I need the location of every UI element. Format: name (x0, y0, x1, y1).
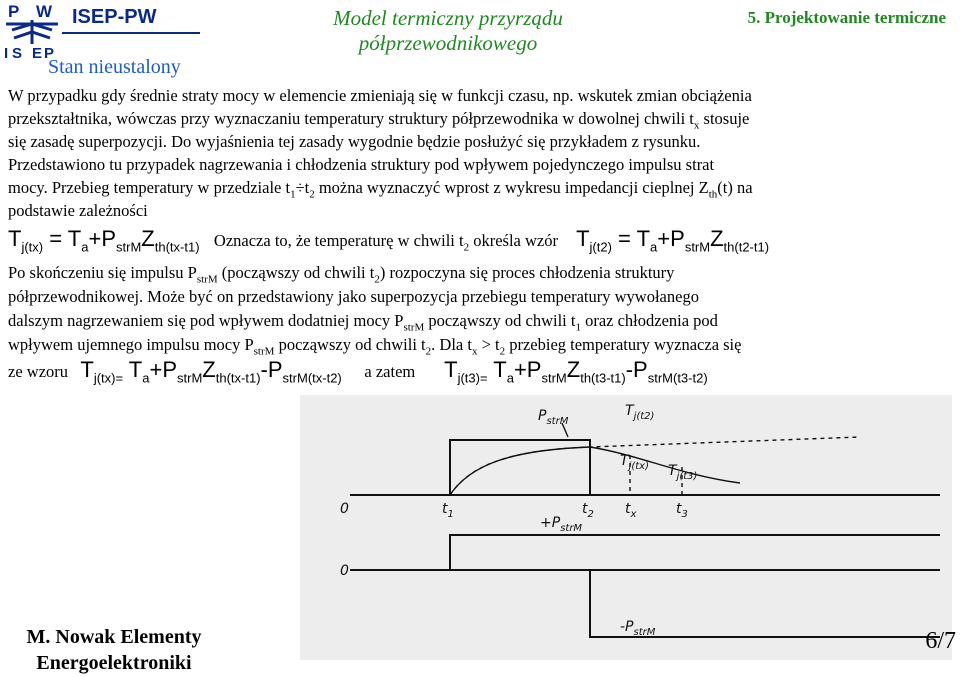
label-t2: $t_2$ (582, 501, 594, 520)
equation-tj-t2: $T_{j(t2)} = T_a+P_{strM}Z_{th(t2-t1)}$ (576, 226, 770, 255)
superposition-figure (300, 395, 952, 660)
equation-line: ze wzoru $T_{j(tx)=}$ $T_a+P_{strM}Z_{th(tx-t1)}-P_{strM(tx-t2)}$ a zatem $T_{j(t3)=}$ $T_a+P_{strM}Z_{th(t3-t1)}-P_{strM(t3-t2)}$ (8, 357, 708, 386)
logo-letter-p2: P (44, 45, 55, 60)
paragraph-line: Po skończeniu się impulsu $P_{strM}$ (począwszy od chwili $t_2$) rozpoczyna się proces chłodzenia struktury (8, 263, 675, 286)
label-tj-t3: $T_{j(t3)}$ (668, 463, 698, 482)
section-heading: Stan nieustalony (48, 56, 181, 78)
equation-tj-tx-cooling: $T_{j(tx)=}$ $T_a+P_{strM}Z_{th(tx-t1)}-P_{strM(tx-t2)}$ (80, 357, 342, 386)
label-t1: $t_1$ (442, 501, 454, 520)
equation-tj-tx: $T_{j(tx)} = T_a+P_{strM}Z_{th(tx-t1)}$ (8, 226, 200, 255)
label-zero-top: 0 (340, 501, 349, 517)
paragraph-line: W przypadku gdy średnie straty mocy w elemencie zmieniają się w funkcji czasu, np. wskutek zmian obciążenia (8, 86, 752, 105)
logo-letter-w: W (36, 2, 53, 21)
logo-letter-i: I (4, 45, 9, 60)
label-tj-tx: $T_{j(tx)}$ (620, 453, 649, 472)
label-pstrm-top: $P_{strM}$ (538, 408, 569, 427)
logo-text: ISEP-PW (72, 6, 157, 28)
label-tx: $t_x$ (625, 501, 637, 520)
label-plus-pstrm: $+P_{strM}$ (540, 515, 583, 534)
label-minus-pstrm: $-P_{strM}$ (620, 619, 656, 638)
footer-author: M. Nowak Elementy Energoelektroniki (26, 626, 202, 674)
logo-letter-e: E (32, 45, 43, 60)
section-label: 5. Projektowanie termiczne (747, 8, 946, 27)
label-tj-t2: $T_{j(t2)}$ (625, 403, 655, 422)
page-number: 6/7 (925, 628, 956, 654)
isep-pw-logo (2, 0, 62, 60)
paragraph-line: mocy. Przebieg temperatury w przedziale $t_1\div t_2$ można wyznaczyć wprost z wykresu impedancji cieplnej $Z_{th}(t)$ na (8, 178, 753, 201)
equation-tj-t3: $T_{j(t3)=}$ $T_a+P_{strM}Z_{th(t3-t1)}-P_{strM(t3-t2)}$ (444, 357, 708, 386)
label-zero-bottom: 0 (340, 563, 349, 579)
paragraph-line: dalszym nagrzewaniem się pod wpływem dodatniej mocy $P_{strM}$ począwszy od chwili $t_1$ oraz chłodzenia pod (8, 311, 718, 334)
paragraph-line: przekształtnika, wówczas przy wyznaczaniu temperatury struktury półprzewodnika w dowolnej chwili $t_x$ stosuje (8, 109, 750, 132)
label-t3: $t_3$ (676, 501, 688, 520)
equation-line: $T_{j(tx)} = T_a+P_{strM}Z_{th(tx-t1)}$ Oznacza to, że temperaturę w chwili $t_2$ określa wzór $T_{j(t2)} = T_a+P_{strM}Z_{th(t2-t1)}$ (8, 226, 770, 255)
logo-underline (62, 32, 200, 34)
paragraph-line: półprzewodnikowej. Może być on przedstawiony jako superpozycja przebiegu temperatury wywołanego (8, 287, 699, 306)
logo-letter-s: S (12, 45, 23, 60)
paragraph-line: wpływem ujemnego impulsu mocy $P_{strM}$ począwszy od chwili $t_2$. Dla $t_x > t_2$ przebieg temperatury wyznacza się (8, 335, 742, 358)
logo-letter-p: P (8, 2, 20, 21)
slide-title: Model termiczny przyrządu półprzewodnikowego (333, 6, 563, 55)
paragraph-line: się zasadę superpozycji. Do wyjaśnienia tej zasady wygodnie będzie posłużyć się przykładem z rysunku. (8, 132, 701, 151)
paragraph-line: podstawie zależności (8, 201, 148, 220)
paragraph-line: Przedstawiono tu przypadek nagrzewania i chłodzenia struktury pod wpływem pojedynczego impulsu strat (8, 155, 715, 174)
